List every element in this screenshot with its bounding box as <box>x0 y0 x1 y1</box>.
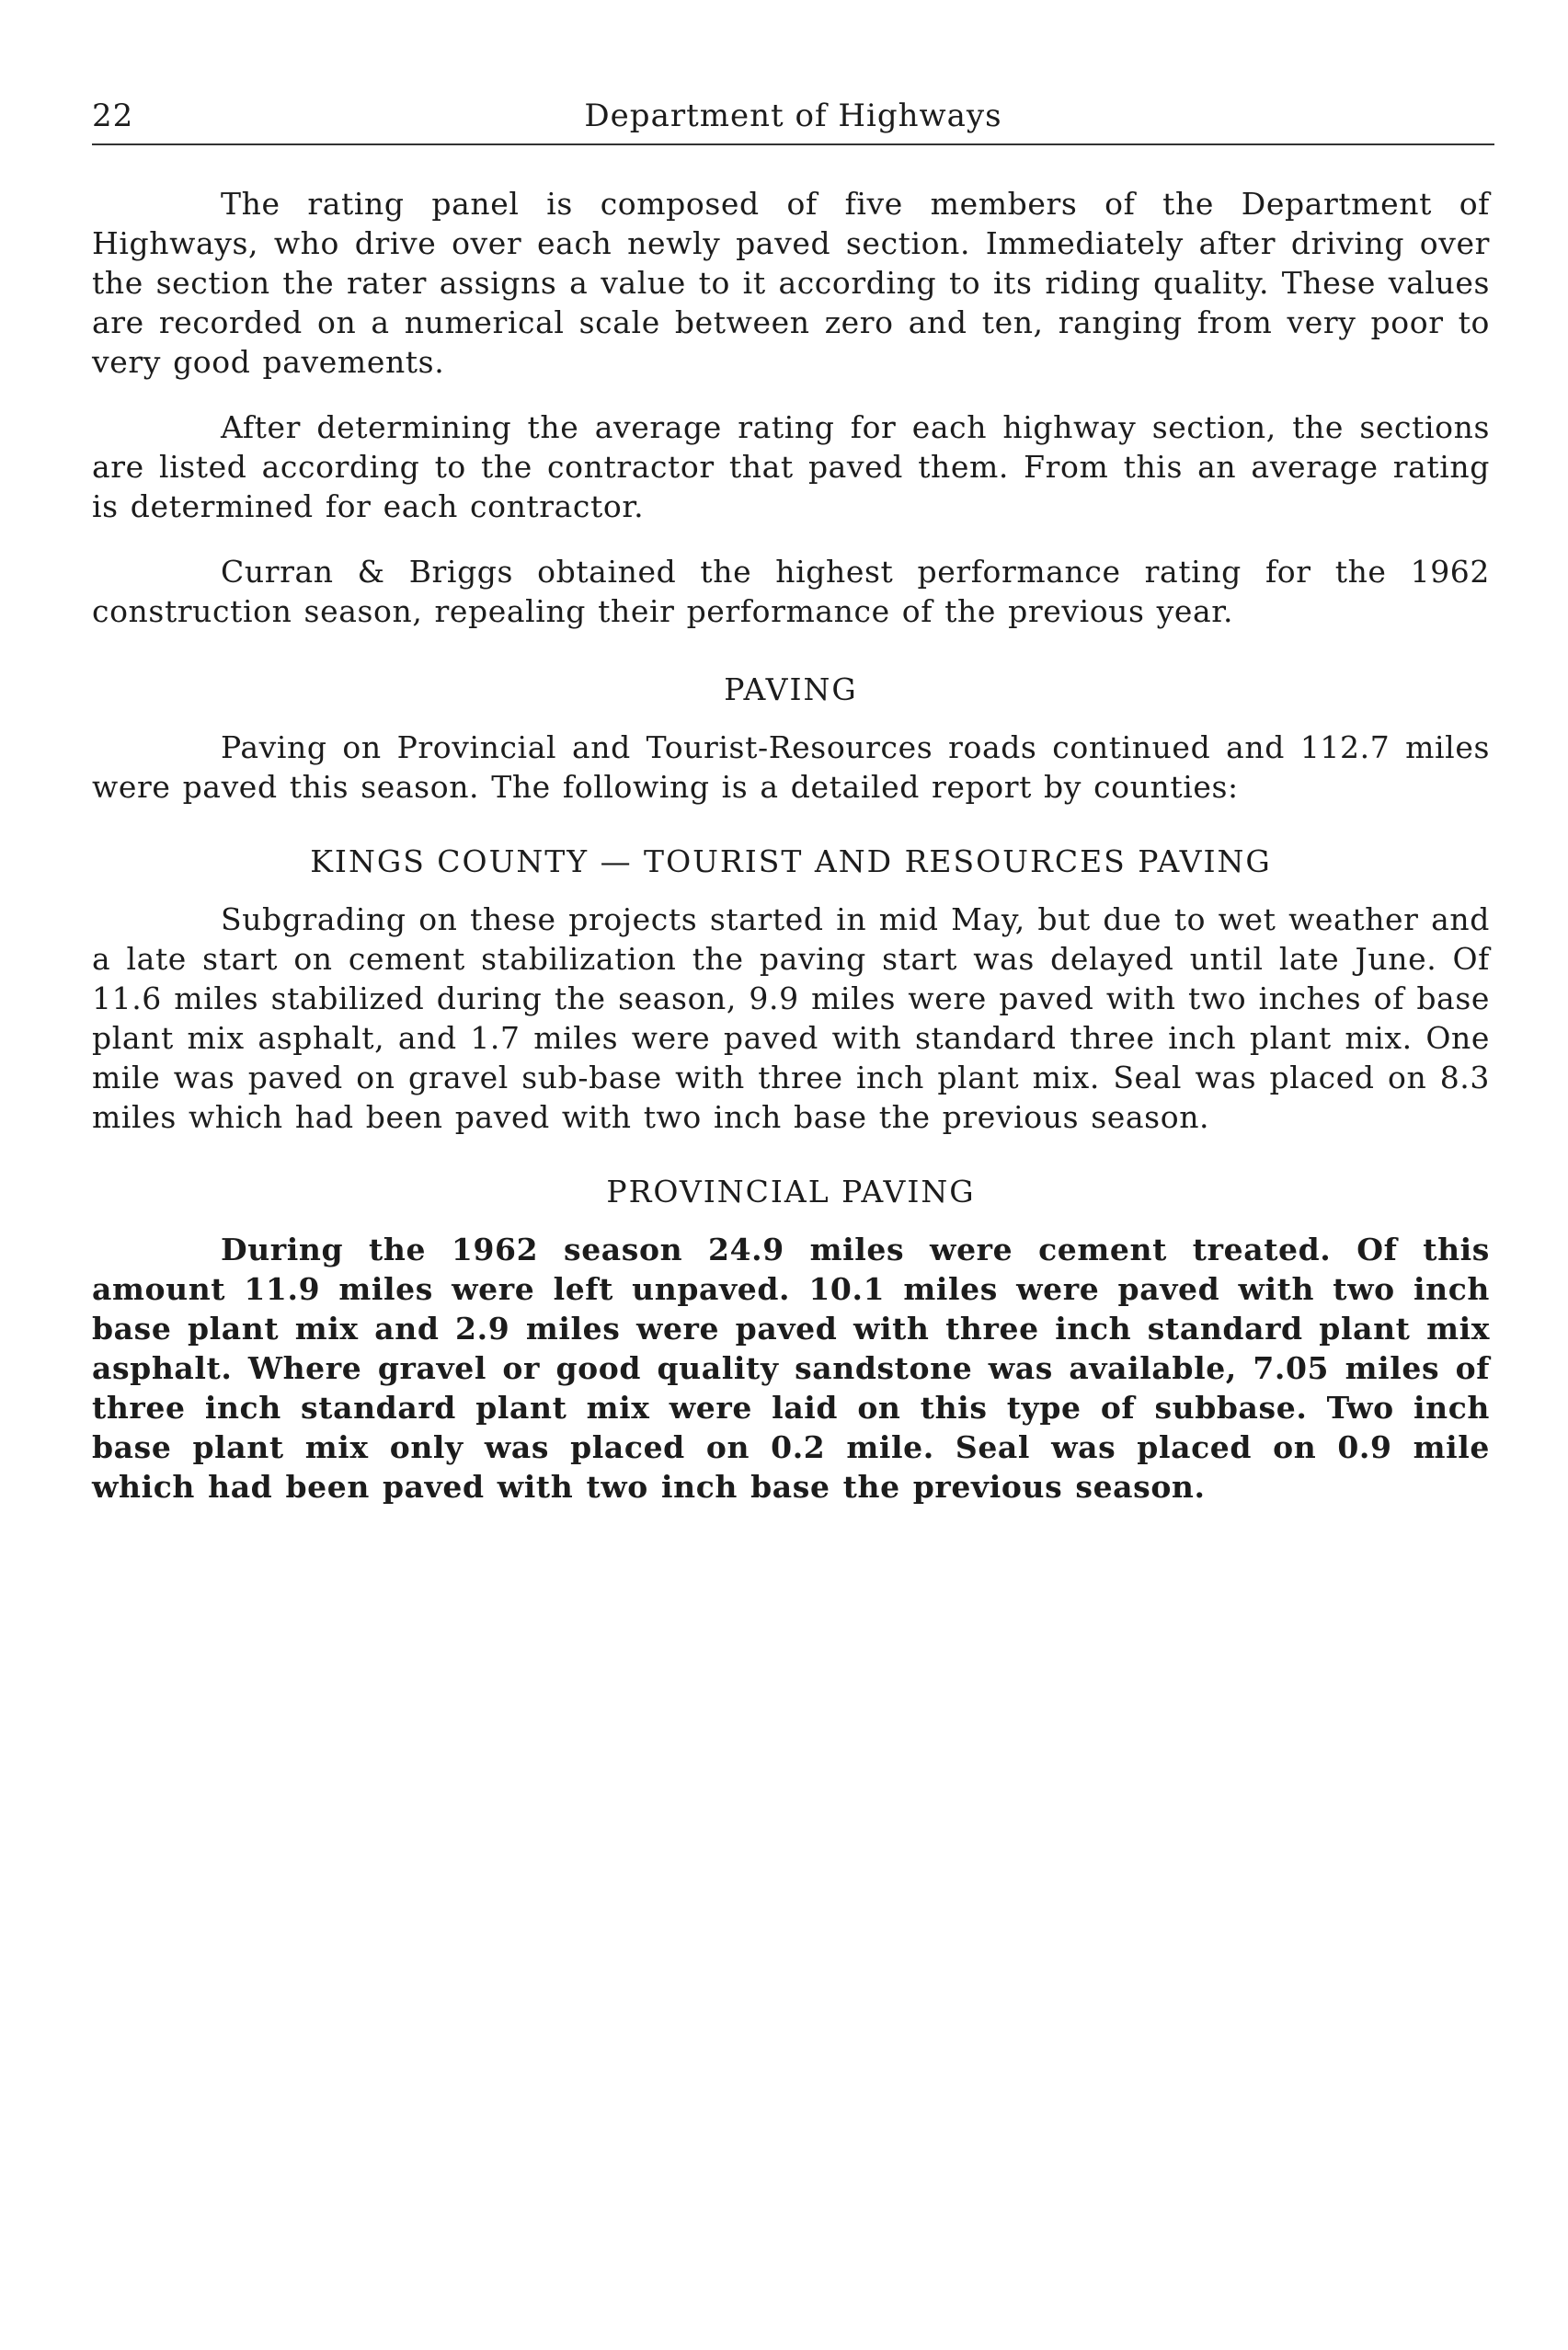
paragraph-average-rating: After determining the average rating for each highway section, the sections are listed according to the contractor that paved them. From this an average rating is determined for each contractor. <box>92 409 1490 524</box>
body-text <box>92 184 1490 1532</box>
heading-paving: PAVING <box>724 671 858 707</box>
page-header <box>92 92 1494 145</box>
paragraph-curran-briggs: Curran & Briggs obtained the highest performance rating for the 1962 construction season, repealing their performance of the previous year. <box>92 554 1490 629</box>
running-title: Department of Highways <box>584 97 1002 134</box>
page-number: 22 <box>92 97 134 134</box>
heading-provincial-paving: PROVINCIAL PAVING <box>606 1174 976 1209</box>
paragraph-paving: Paving on Provincial and Tourist-Resources roads continued and 112.7 miles were paved this season. The following is a detailed report by counties: <box>92 729 1490 805</box>
paragraph-kings-county: Subgrading on these projects started in mid May, but due to wet weather and a late start on cement stabilization the paving start was delayed until late June. Of 11.6 miles stabilized during the season, 9.9 miles were paved with two inches of base plant mix asphalt, and 1.7 miles were paved with standard three inch plant mix. One mile was paved on gravel sub-base with three inch plant mix. Seal was placed on 8.3 miles which had been paved with two inch base the previous season. <box>92 901 1490 1135</box>
paragraph-provincial-paving: During the 1962 season 24.9 miles were cement treated. Of this amount 11.9 miles were left unpaved. 10.1 miles were paved with two inch base plant mix and 2.9 miles were paved with three inch standard plant mix asphalt. Where gravel or good quality sandstone was available, 7.05 miles of three inch standard plant mix were laid on this type of subbase. Two inch base plant mix only was placed on 0.2 mile. Seal was placed on 0.9 mile which had been paved with two inch base the previous season. <box>92 1232 1490 1505</box>
heading-kings-county: KINGS COUNTY — TOURIST AND RESOURCES PAVING <box>310 843 1272 879</box>
paragraph-rating-panel: The rating panel is composed of five members of the Department of Highways, who drive over each newly paved section. Immediately after driving over the section the rater assigns a value to it according to its riding quality. These values are recorded on a numerical scale between zero and ten, ranging from very poor to very good pavements. <box>92 186 1490 380</box>
